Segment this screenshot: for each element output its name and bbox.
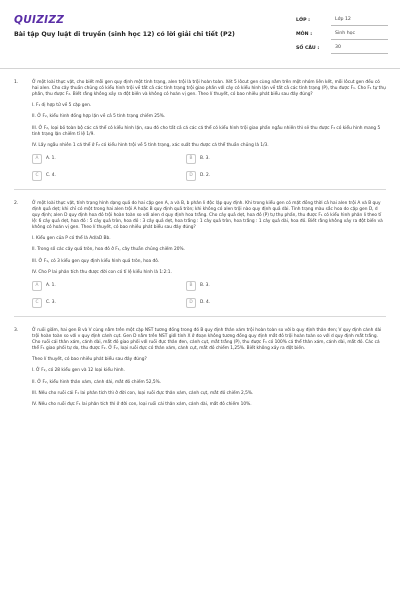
meta-label: MÔN : [296,31,313,37]
meta-row-question-count [296,40,388,54]
meta-label: SỐ CÂU : [296,45,320,51]
answer-options [32,281,386,308]
option-text: D. 2. [200,173,211,179]
option-letter-box: D [186,171,196,181]
answer-option-c[interactable] [32,298,186,308]
question-divider [14,316,386,317]
answer-option-d[interactable] [186,171,340,181]
statement: III. Ở F₁, có 3 kiểu gen quy định kiểu hình quả tròn, hoa đỏ. [32,258,160,264]
option-text: C. 4. [46,173,56,179]
option-letter-box: C [32,171,42,181]
option-letter-box: C [32,298,42,308]
option-text: D. 4. [200,300,211,306]
statement: I. F₁ dị hợp tử về 5 cặp gen. [32,103,92,109]
question-prompt: Theo lí thuyết, có bao nhiêu phát biểu sau đây đúng? [32,357,147,363]
answer-option-b[interactable] [186,154,340,164]
answer-option-a[interactable] [32,154,186,164]
question-text: Ở một loài thực vật, tính trạng hình dạng quả do hai cặp gen A, a và B, b phân li độc lập quy định. Khi trong kiểu gen có mặt đồng thời cả hai alen trội A và B quy định quả dẹt; khi chỉ có một trong hai alen trội A hoặc B quy định quả tròn; khi không có alen trội nào quy định quả dài. Tính trạng màu sắc hoa do cặp gen D, d quy định; alen D quy định hoa đỏ trội hoàn toàn so với alen d quy định hoa trắng. Cho cây quả dẹt, hoa đỏ (P) tự thụ phấn, thu được F₁ có kiểu hình phân li theo tỉ lệ: 6 cây quả dẹt, hoa đỏ : 5 cây quả tròn, hoa đỏ : 3 cây quả dẹt, hoa trắng : 1 cây quả tròn, hoa trắng : 1 cây quả dài, hoa đỏ. Biết rằng không xảy ra đột biến và không có hoán vị gen. Theo lí thuyết, có bao nhiêu phát biểu sau đây đúng? [32,201,383,230]
meta-label: LỚP : [296,17,311,23]
statement: II. Ở F₂, kiểu hình đồng hợp lặn về cả 5 tính trạng chiếm 25%. [32,114,166,120]
question-text: Ở một loài thực vật, cho biết mỗi gen quy định một tính trạng, alen trội là trội hoàn toàn. Xét 5 lôcut gen cùng nằm trên một nhóm liên kết, mỗi lôcut gen đều có hai alen. Cho cây thuần chủng có kiểu hình trội về tất cả các tính trạng trội giao phấn với cây có kiểu hình lặn về tất cả các tính trạng (P), thu được F₁. Cho F₁ tự thụ phấn, thu được F₂. Biết rằng không xảy ra đột biến và không có hoán vị gen. Theo lí thuyết, có bao nhiêu phát biểu sau đây đúng? [32,80,386,97]
meta-value: Sinh học [331,31,388,40]
header-divider [0,68,400,69]
option-letter-box: B [186,154,196,164]
answer-option-c[interactable] [32,171,186,181]
question-divider [14,189,386,190]
option-text: C. 3. [46,300,56,306]
quizizz-logo: QUIZIZZ [14,14,65,26]
statement: IV. Nếu cho ruồi đực F₁ lai phân tích thì ở đời con, loại ruồi cái thân xám, cánh dài, mắt đỏ chiếm 10%. [32,402,252,408]
option-text: B. 3. [200,283,210,289]
meta-value: 30 [331,45,388,54]
statement: II. Trong số các cây quả tròn, hoa đỏ ở F₁, cây thuần chủng chiếm 20%. [32,247,185,253]
question-number: 1. [14,80,19,85]
meta-value: Lớp 12 [331,17,388,26]
answer-option-a[interactable] [32,281,186,291]
statement: I. Ở F₂, có 28 kiểu gen và 12 loại kiểu hình. [32,368,125,374]
answer-option-b[interactable] [186,281,340,291]
question-number: 3. [14,328,19,334]
question-list [14,80,386,417]
statement: IV. Cho P lai phân tích thu được đời con có tỉ lệ kiểu hình là 1:2:1. [32,269,172,275]
meta-row-subject [296,26,388,40]
option-letter-box: A [32,281,42,291]
option-letter-box: A [32,154,42,164]
question-1 [14,80,386,190]
statement: I. Kiểu gen của P có thể là Ad/aD Bb. [32,235,111,241]
option-text: A. 1. [46,156,56,162]
meta-row-class [296,12,388,26]
option-text: A. 1. [46,283,56,289]
answer-option-d[interactable] [186,298,340,308]
question-3 [14,328,386,408]
question-2 [14,201,386,317]
option-text: B. 3. [200,156,210,162]
question-number: 2. [14,201,19,207]
statement: II. Ở F₂, kiểu hình thân xám, cánh dài, mắt đỏ chiếm 52,5%. [32,379,162,385]
worksheet-header [0,0,400,64]
option-letter-box: B [186,281,196,291]
statement: IV. Lấy ngẫu nhiên 1 cá thể ở F₂ có kiểu hình trội về 5 tính trạng, xác suất thu được cá thể thuần chủng là 1/3. [32,142,269,148]
option-letter-box: D [186,298,196,308]
worksheet-meta [296,12,388,54]
question-text: Ở ruồi giấm, hai gen B và V cùng nằm trên một cặp NST tương đồng trong đó B quy định thân xám trội hoàn toàn so với b quy định thân đen; V quy định cánh dài trội hoàn toàn so với v quy định cánh cụt. Gen D nằm trên NST giới tính X ở đoạn không tương đồng quy định mắt đỏ trội hoàn toàn so với d quy định mắt trắng. Cho ruồi cái thân xám, cánh dài, mắt đỏ giao phối với ruồi đực thân đen, cánh cụt, mắt trắng (P), thu được F₁ có 100% cá thể thân xám, cánh dài, mắt đỏ. Các cá thể F₁ giao phối tự do, thu được F₂. Ở F₂, loại ruồi đực có thân xám, cánh cụt, mắt đỏ chiếm 1,25%. Biết không xảy ra đột biến. [32,328,382,351]
statement: III. Nếu cho ruồi cái F₁ lai phân tích thì ở đời con, loại ruồi đực thân xám, cánh cụt, mắt đỏ chiếm 2,5%. [32,391,254,397]
worksheet-title: Bài tập Quy luật di truyền (sinh học 12) có lời giải chi tiết (P2) [14,31,235,38]
answer-options [32,154,386,181]
statement: III. Ở F₂, loại bỏ toàn bộ các cá thể có kiểu hình lặn, sau đó cho tất cả cá các cá thể có kiểu hình trội giao phấn ngẫu nhiên thì sẽ thu được F₃ có kiểu hình mang 5 tính trạng lặn chiếm tỉ lệ 1/9. [32,125,381,137]
